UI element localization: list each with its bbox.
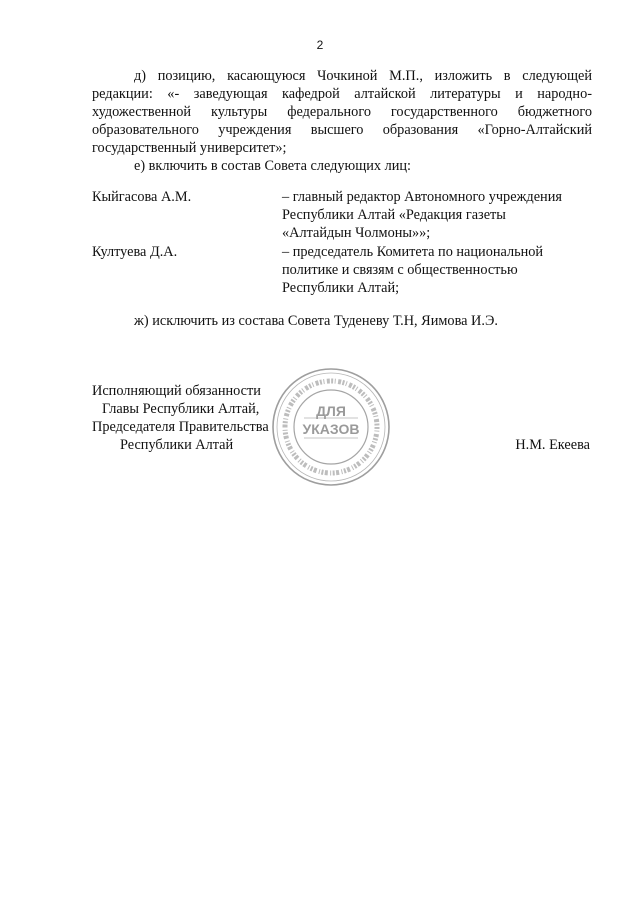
stamp-text-line-2: УКАЗОВ <box>302 421 360 437</box>
paragraph-zh: ж) исключить из состава Совета Туденеву Т.Н, Яимова И.Э. <box>134 313 498 329</box>
signer-name: Н.М. Екеева <box>515 437 590 453</box>
stamp-seal-icon <box>270 366 392 488</box>
member-role-line: Республики Алтай; <box>282 280 400 296</box>
member-role-line: «Алтайдын Чолмоны»»; <box>282 225 431 241</box>
member-role-line: политике и связям с общественностью <box>282 262 518 278</box>
signature-position-line: Исполняющий обязанности <box>92 383 261 399</box>
official-stamp <box>270 366 392 488</box>
member-role-line: Республики Алтай «Редакция газеты <box>282 207 506 223</box>
signature-position <box>92 382 269 454</box>
paragraph-d: д) позицию, касающуюся Чочкиной М.П., изложить в следующей редакции: «- заведующая кафедрой алтайской литературы и народно-художественной культуры федерального государственного бюджетного образовательного учреждения высшего образования «Горно-Алтайский государственный университет»; <box>92 68 592 156</box>
stamp-text-line-1: ДЛЯ <box>316 403 346 419</box>
signature-position-line: Председателя Правительства <box>92 419 269 435</box>
member-role <box>282 188 592 242</box>
member-role-line: – председатель Комитета по национальной <box>282 244 544 260</box>
page-number: 2 <box>316 38 324 52</box>
member-name: Кыйгасова А.М. <box>92 189 192 205</box>
paragraph-e: е) включить в состав Совета следующих лиц: <box>134 158 412 174</box>
member-name: Култуева Д.А. <box>92 244 178 260</box>
signature-position-line: Главы Республики Алтай, <box>102 401 260 417</box>
member-role-line: – главный редактор Автономного учреждения <box>282 189 562 205</box>
signature-position-line: Республики Алтай <box>120 437 234 453</box>
member-role <box>282 243 592 297</box>
